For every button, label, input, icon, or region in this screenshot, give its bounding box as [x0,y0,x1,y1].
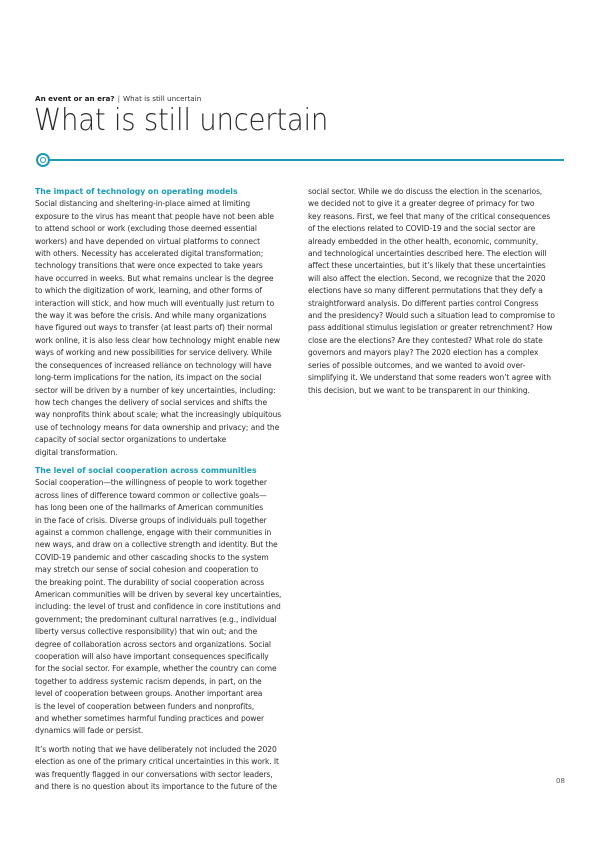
page-title: What is still uncertain [34,103,329,138]
section-body-technology: Social distancing and sheltering-in-place aimed at limiting exposure to the virus has meant that people have not been able to attend school or work (excluding those deemed essential workers) and have depended on virtual platforms to connect with others. Necessity has accelerated digital transformation; technology transitions that were once expected to take years have occurred in weeks. But what remains unclear is the degree to which the digitization of work, learning, and other forms of interaction will stick, and how much will eventually just return to the way it was before the crisis. And while many organizations have figured out ways to transfer (at least parts of) their normal work online, it is also less clear how technology might enable new ways of working and new possibilities for service delivery. While the consequences of increased reliance on technology will have long-term implications for the nation, its impact on the social sector will be driven by a number of key uncertainties, including: how tech changes the delivery of social services and shifts the way nonprofits think about scale; what the increasingly ubiquitous use of technology means for data ownership and privacy; and the capacity of social sector organizations to undertake digital transformation. [35,199,282,457]
running-head [35,94,201,103]
left-column [35,186,297,800]
right-column [308,186,570,403]
section-body-social-cooperation: Social cooperation—the willingness of people to work together across lines of difference toward common or collective goals— has long been one of the hallmarks of American communities in the face of crisis. Diverse groups of individuals pull together against a common challenge, engage with their communities in new ways, and draw on a collective strength and identity. But the COVID-19 pandemic and other cascading shocks to the system may stretch our sense of social cohesion and cooperation to the breaking point. The durability of social cooperation across American communities will be driven by several key uncertainties, including: the level of trust and confidence in core institutions and government; the predominant cultural narratives (e.g., individual liberty versus collective responsibility) that win out; and the degree of collaboration across sectors and organizations. Social cooperation will also have important consequences specifically for the social sector. For example, whether the country can come together to address systemic racism depends, in part, on the level of cooperation between groups. Another important area is the level of cooperation between funders and nonprofits, and whether sometimes harmful funding practices and power dynamics will fade or persist. [35,478,282,736]
running-head-section: An event or an era? [35,94,115,103]
election-paragraph: social sector. While we do discuss the election in the scenarios, we decided not to give it a greater degree of primacy for two key reasons. First, we feel that many of the critical consequences of the elections related to COVID-19 and the social sector are already embedded in the other health, economic, community, and technological uncertainties described here. The election will affect these uncertainties, but it’s likely that these uncertainties will also affect the election. Second, we recognize that the 2020 elections have so many different permutations that they defy a straightforward analysis. Do different parties control Congress and the presidency? Would such a situation lead to compromise to pass additional stimulus legislation or greater retrenchment? How close are the elections? Are they contested? What role do state governors and mayors play? The 2020 election has a complex series of possible outcomes, and we wanted to avoid over- simplifying it. We understand that some readers won’t agree with this decision, but we want to be transparent in our thinking. [308,187,555,395]
closing-paragraph: It’s worth noting that we have deliberately not included the 2020 election as one of the primary critical uncertainties in this work. It was frequently flagged in our conversations with sector leaders, and there is no question about its importance to the future of the [35,744,279,792]
title-divider [36,152,564,168]
section-heading-technology: The impact of technology on operating models [35,187,238,196]
running-head-topic: What is still uncertain [123,94,202,103]
running-head-separator: | [117,94,120,103]
page-number: 08 [556,777,565,785]
section-heading-social-cooperation: The level of social cooperation across communities [35,465,257,475]
divider-line [48,159,564,161]
